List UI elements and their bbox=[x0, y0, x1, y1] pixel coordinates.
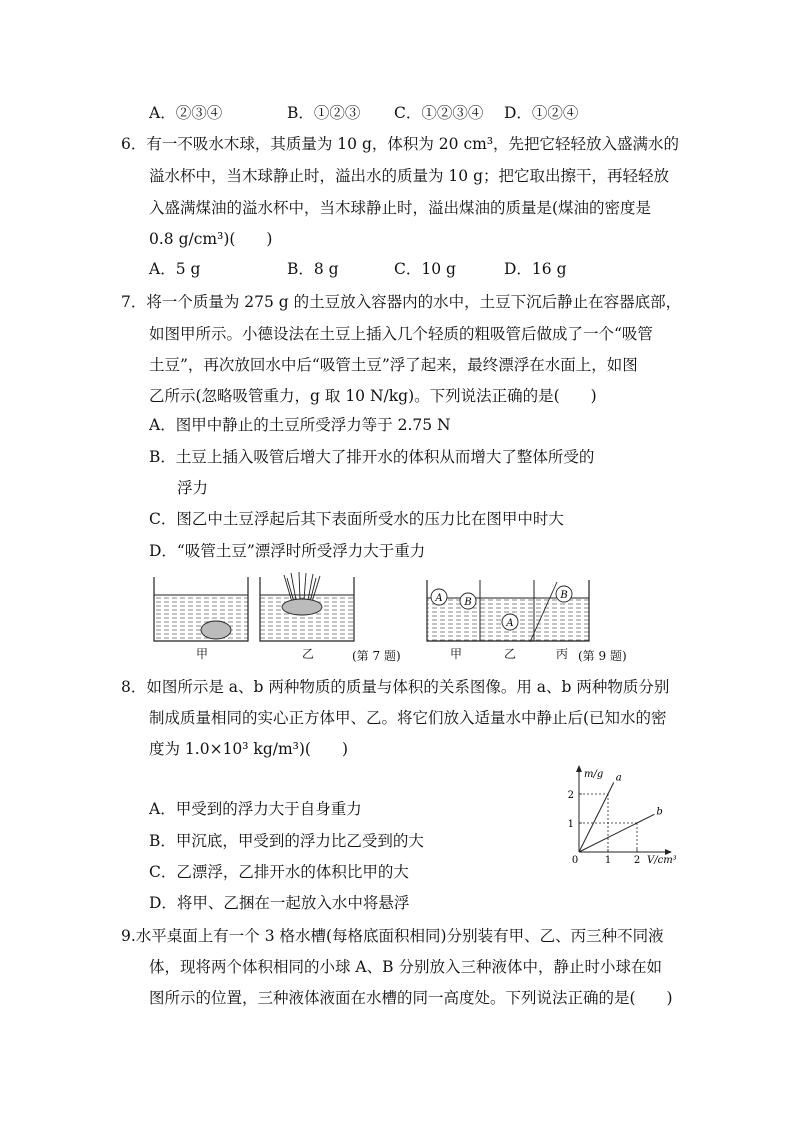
fig9-label-jia: 甲 bbox=[450, 647, 463, 661]
q8-option-d: D．将甲、乙捆在一起放入水中将悬浮 bbox=[149, 894, 410, 912]
figure-7 bbox=[148, 572, 368, 662]
q8-line-2: 制成质量相同的实心正方体甲、乙。将它们放入适量水中静止后(已知水的密 bbox=[149, 709, 667, 727]
beaker-yi bbox=[260, 572, 354, 641]
fig7-label-jia: 甲 bbox=[196, 647, 209, 661]
ball-b-jia bbox=[460, 593, 476, 609]
series-label-a: a bbox=[615, 772, 622, 784]
mass-volume-chart bbox=[562, 764, 682, 864]
fig9-label-yi: 乙 bbox=[504, 647, 517, 661]
q9-line-1: 9.水平桌面上有一个 3 格水槽(每格底面积相同)分别装有甲、乙、丙三种不同液 bbox=[121, 927, 664, 945]
q5-option-a: A．②③④ bbox=[149, 104, 223, 122]
x-tick-label-2: 2 bbox=[633, 855, 641, 866]
q7-line-1: 7．将一个质量为 275 g 的土豆放入容器内的水中，土豆下沉后静止在容器底部， bbox=[121, 293, 682, 311]
ball-a-jia bbox=[431, 589, 447, 605]
q7-option-b: B．土豆上插入吸管后增大了排开水的体积从而增大了整体所受的 bbox=[149, 448, 595, 466]
q6-line-3: 入盛满煤油的溢水杯中，当木球静止时，溢出煤油的质量是(煤油的密度是 bbox=[149, 199, 652, 217]
figure-9 bbox=[424, 578, 594, 648]
q6-option-b: B．8 g bbox=[287, 260, 339, 278]
beaker-jia bbox=[154, 577, 248, 641]
x-tick-label-1: 1 bbox=[604, 855, 612, 866]
q8-option-b: B．甲沉底，甲受到的浮力比乙受到的大 bbox=[149, 832, 424, 850]
q9-line-2: 体，现将两个体积相同的小球 A、B 分别放入三种液体中，静止时小球在如 bbox=[149, 958, 662, 976]
y-tick-label-1: 1 bbox=[567, 819, 574, 830]
y-axis-label: m/g bbox=[584, 769, 604, 780]
q5-option-d: D．①②④ bbox=[504, 104, 579, 122]
q5-option-b: B．①②③ bbox=[287, 104, 361, 122]
q7-line-4: 乙所示(忽略吸管重力，g 取 10 N/kg)。下列说法正确的是( ) bbox=[149, 387, 597, 405]
q7-option-b-cont: 浮力 bbox=[177, 479, 209, 497]
y-tick-label-2: 2 bbox=[567, 790, 574, 801]
q7-option-c: C．图乙中土豆浮起后其下表面所受水的压力比在图甲中时大 bbox=[149, 510, 564, 528]
fig9-label-bing: 丙 bbox=[556, 647, 569, 661]
x-axis-label: V/cm³ bbox=[647, 855, 677, 866]
q7-option-d: D．“吸管土豆”漂浮时所受浮力大于重力 bbox=[149, 542, 426, 560]
q9-line-3: 图所示的位置，三种液体液面在水槽的同一高度处。下列说法正确的是( ) bbox=[149, 989, 673, 1007]
q6-option-d: D．16 g bbox=[504, 260, 567, 278]
q5-option-c: C．①②③④ bbox=[394, 104, 484, 122]
ball-b-bing bbox=[556, 586, 572, 602]
q7-line-3: 土豆”，再次放回水中后“吸管土豆”浮了起来，最终漂浮在水面上，如图 bbox=[149, 356, 638, 374]
q6-line-4: 0.8 g/cm³)( ) bbox=[149, 230, 273, 248]
series-label-b: b bbox=[656, 806, 663, 818]
q8-line-1: 8．如图所示是 a、b 两种物质的质量与体积的关系图像。用 a、b 两种物质分别 bbox=[121, 678, 670, 696]
series-line-b bbox=[579, 814, 654, 852]
fig7-label-yi: 乙 bbox=[302, 647, 315, 661]
svg-text:A: A bbox=[435, 593, 443, 604]
q6-line-2: 溢水杯中，当木球静止时，溢出水的质量为 10 g；把它取出擦干，再轻轻放 bbox=[149, 167, 670, 185]
svg-text:B: B bbox=[560, 590, 568, 601]
fig9-caption: (第 9 题) bbox=[578, 649, 627, 663]
q7-line-2: 如图甲所示。小德设法在土豆上插入几个轻质的粗吸管后做成了一个“吸管 bbox=[149, 325, 653, 343]
q6-option-a: A．5 g bbox=[149, 260, 201, 278]
svg-text:B: B bbox=[464, 597, 472, 608]
straw-potato bbox=[282, 572, 322, 615]
q6-line-1: 6．有一不吸水木球，其质量为 10 g，体积为 20 cm³，先把它轻轻放入盛满水的 bbox=[121, 135, 680, 153]
q8-option-a: A．甲受到的浮力大于自身重力 bbox=[149, 800, 362, 818]
ball-a-yi bbox=[502, 614, 518, 630]
fig7-caption: (第 7 题) bbox=[352, 649, 401, 663]
potato-jia bbox=[201, 621, 231, 639]
q8-line-3: 度为 1.0×10³ kg/m³)( ) bbox=[149, 740, 349, 758]
q6-option-c: C．10 g bbox=[394, 260, 456, 278]
series-line-a bbox=[579, 782, 614, 852]
q7-option-a: A．图甲中静止的土豆所受浮力等于 2.75 N bbox=[149, 416, 451, 434]
x-tick-label-0: 0 bbox=[571, 855, 579, 866]
svg-text:A: A bbox=[506, 618, 514, 629]
q8-option-c: C．乙漂浮，乙排开水的体积比甲的大 bbox=[149, 863, 409, 881]
